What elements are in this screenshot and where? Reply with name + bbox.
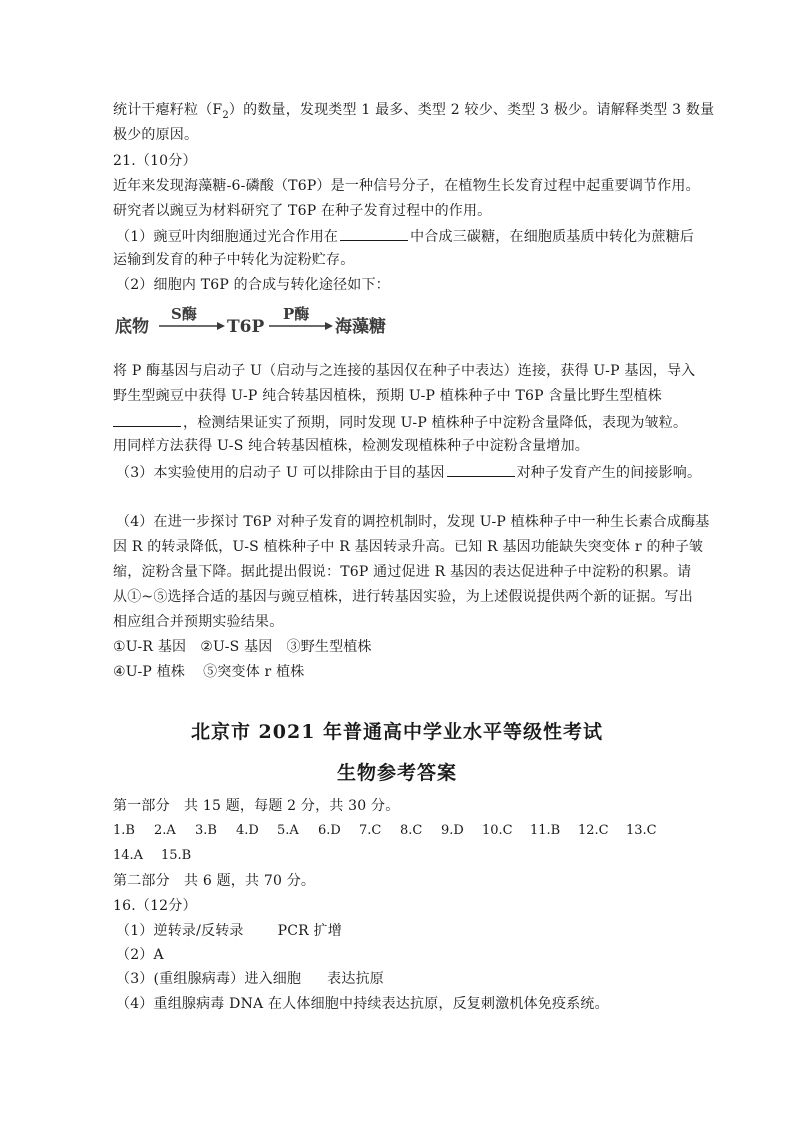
q21-part4-line-5: 相应组合并预期实验结果。 bbox=[113, 614, 284, 630]
option-4: ④U-P 植株 bbox=[113, 664, 186, 680]
mc-answer: 3.B bbox=[195, 823, 217, 838]
q21-part2-line-1: 将 P 酶基因与启动子 U（启动与之连接的基因仅在种子中表达）连接，获得 U-P 基因，导入 bbox=[113, 363, 696, 379]
mc-answers-row-1 bbox=[113, 822, 674, 840]
option-3: ③野生型植株 bbox=[286, 639, 372, 655]
mc-answer: 13.C bbox=[626, 823, 657, 838]
part1-heading: 第一部分 共 15 题，每题 2 分，共 30 分。 bbox=[113, 798, 400, 814]
mc-answer: 9.D bbox=[441, 823, 464, 838]
q21-part3: （3）本实验使用的启动子 U 可以排除由于目的基因 对种子发育产生的间接影响。 bbox=[116, 462, 701, 482]
q21-part1-line-1: （1）豌豆叶肉细胞通过光合作用在 中合成三碳糖，在细胞质基质中转化为蔗糖后 bbox=[116, 226, 694, 246]
q21-part2-line-2: 野生型豌豆中获得 U-P 纯合转基因植株，预期 U-P 植株种子中 T6P 含量比野生型植株 bbox=[113, 388, 662, 404]
mc-answer: 1.B bbox=[113, 823, 135, 838]
q21-options-line-2 bbox=[113, 663, 305, 681]
mc-answer: 14.A bbox=[113, 848, 144, 863]
mc-answer: 12.C bbox=[578, 823, 609, 838]
q21-intro-line-2: 研究者以豌豆为材料研究了 T6P 在种子发育过程中的作用。 bbox=[113, 203, 492, 219]
pathway-enzyme-s: S酶 bbox=[171, 305, 197, 323]
q20-tail-line-2: 极少的原因。 bbox=[113, 127, 199, 143]
mc-answer: 4.D bbox=[236, 823, 259, 838]
mc-answer: 5.A bbox=[277, 823, 299, 838]
mc-answer: 7.C bbox=[359, 823, 382, 838]
q21-part4-line-3: 缩，淀粉含量下降。据此提出假说：T6P 通过促进 R 基因的表达促进种子中淀粉的积累。请 bbox=[113, 564, 692, 580]
q21-part4-line-4: 从①~⑤选择合适的基因与豌豆植株，进行转基因实验，为上述假说提供两个新的证据。写出 bbox=[113, 589, 693, 605]
q20-tail-line-1: 统计干瘪籽粒$(F_2)$的数量，发现类型 1 最多、类型 2 较少、类型 3 极少。请解释类型 3 数量 bbox=[113, 102, 715, 121]
option-1: ①U-R 基因 bbox=[113, 639, 187, 655]
t6p-pathway-diagram bbox=[113, 303, 393, 343]
q21-part2-line-3: ，检测结果证实了预期，同时发现 U-P 植株种子中淀粉含量降低，表现为皱粒。 bbox=[113, 412, 687, 432]
q16-answer-1: （1）逆转录/反转录 PCR 扩增 bbox=[116, 923, 342, 939]
answer-key-title: 北京市 2021 年普通高中学业水平等级性考试 bbox=[190, 721, 604, 743]
q21-intro-line-1: 近年来发现海藻糖-6-磷酸（T6P）是一种信号分子，在植物生长发育过程中起重要调节作用。 bbox=[113, 178, 700, 194]
q21-part2-intro: （2）细胞内 T6P 的合成与转化途径如下： bbox=[116, 277, 390, 293]
pathway-trehalose: 海藻糖 bbox=[335, 317, 386, 337]
mc-answer: 10.C bbox=[482, 823, 513, 838]
q21-part4-line-2: 因 R 的转录降低，U-S 植株种子中 R 基因转录升高。已知 R 基因功能缺失突变体 r 的种子皱 bbox=[113, 539, 704, 555]
q21-part2-line-4: 用同样方法获得 U-S 纯合转基因植株，检测发现植株种子中淀粉含量增加。 bbox=[113, 438, 589, 454]
mc-answers-row-2 bbox=[113, 847, 209, 865]
mc-answer: 8.C bbox=[400, 823, 423, 838]
mc-answer: 11.B bbox=[530, 823, 561, 838]
pathway-arrowhead-1 bbox=[217, 322, 225, 330]
answer-key-subtitle: 生物参考答案 bbox=[336, 762, 457, 784]
answer-blank bbox=[113, 412, 181, 427]
pathway-substrate: 底物 bbox=[115, 317, 149, 337]
q21-header: 21.（10分） bbox=[113, 153, 197, 169]
q16-header: 16.（12分） bbox=[113, 898, 197, 914]
pathway-enzyme-p: P酶 bbox=[283, 305, 310, 323]
q16-answer-3: （3）(重组腺病毒）进入细胞 表达抗原 bbox=[116, 971, 384, 987]
option-5: ⑤突变体 r 植株 bbox=[203, 664, 305, 680]
q21-part1-line-2: 运输到发育的种子中转化为淀粉贮存。 bbox=[113, 252, 355, 268]
q16-answer-2: （2）A bbox=[116, 947, 164, 963]
part2-heading: 第二部分 共 6 题，共 70 分。 bbox=[113, 873, 316, 889]
q21-part4-line-1: （4）在进一步探讨 T6P 对种子发育的调控机制时，发现 U-P 植株种子中一种生长素合成酶基 bbox=[116, 514, 710, 530]
option-2: ②U-S 基因 bbox=[200, 639, 273, 655]
answer-blank bbox=[340, 226, 408, 241]
pathway-arrowhead-2 bbox=[325, 322, 333, 330]
pathway-t6p: T6P bbox=[227, 317, 265, 337]
q21-options-line-1 bbox=[113, 638, 372, 656]
mc-answer: 15.B bbox=[161, 848, 192, 863]
answer-blank bbox=[447, 462, 515, 477]
q16-answer-4: （4）重组腺病毒 DNA 在人体细胞中持续表达抗原，反复刺激机体免疫系统。 bbox=[116, 996, 609, 1012]
mc-answer: 6.D bbox=[318, 823, 341, 838]
mc-answer: 2.A bbox=[154, 823, 176, 838]
